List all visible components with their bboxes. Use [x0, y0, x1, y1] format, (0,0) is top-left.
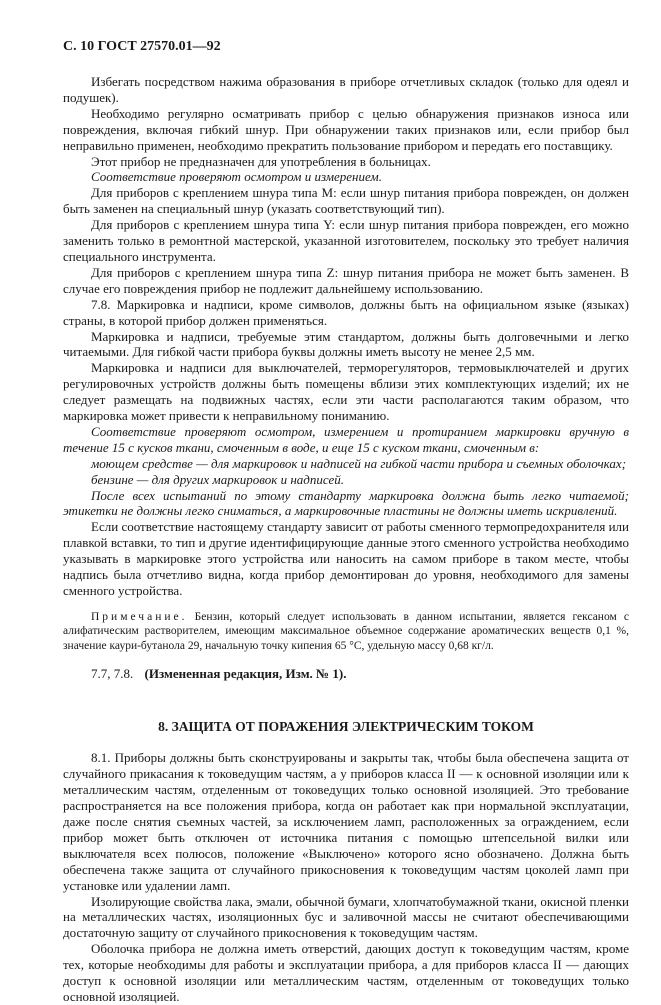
paragraph: Для приборов с креплением шнура типа Z: шнур питания прибора не может быть заменен. В случае его повреждения прибор не подлежит дальнейшему использованию. — [63, 264, 629, 296]
clause-7-8-paragraph: 7.8. Маркировка и надписи, кроме символов, должны быть на официальном языке (языках) страны, в которой прибор должен применяться. — [63, 296, 629, 328]
compliance-check-paragraph: Соответствие проверяют осмотром, измерением и протиранием маркировки вручную в течение 15 с кусков ткани, смоченным в воде, и еще 15 с куском ткани, смоченным в: — [63, 423, 629, 455]
paragraph: Необходимо регулярно осматривать прибор с целью обнаружения признаков износа или повреждения, включая гибкий шнур. При обнаружении таких признаков или, если прибор был неправильно применен, необходимо прекратить пользование прибором и передать его поставщику. — [63, 105, 629, 153]
note-text: Бензин, который следует использовать в данном испытании, является гексаном с алифатическим растворителем, имеющим максимальное объемное содержание ароматических веществ 0,1 %, значение каури-бутанола 29, начальную точку кипения 65 °С, удельную массу 0,68 кг/л. — [63, 610, 629, 652]
note — [63, 610, 629, 654]
paragraph: Маркировка и надписи, требуемые этим стандартом, должны быть долговечными и легко читаемыми. Для гибкой части прибора буквы должны иметь высоту не менее 2,5 мм. — [63, 328, 629, 360]
paragraph: Для приборов с креплением шнура типа M: если шнур питания прибора поврежден, он должен быть заменен на специальный шнур (указать соответствующий тип). — [63, 185, 629, 217]
paragraph: Этот прибор не предназначен для употребления в больницах. — [91, 153, 431, 169]
paragraph: Избегать посредством нажима образования в приборе отчетливых складок (только для одеял и подушек). — [63, 74, 629, 105]
amendment-ref: 7.7, 7.8. — [91, 666, 134, 682]
amendment-text: (Измененная редакция, Изм. № 1). — [144, 666, 347, 682]
section-paragraph: Изолирующие свойства лака, эмали, обычной бумаги, хлопчатобумажной ткани, окисной пленки на металлических частях, изоляционных бус и заливочной массы не считают обеспечивающими достаточную защиту от случайного прикосновения к токоведущим частям. — [63, 893, 629, 941]
paragraph: Если соответствие настоящему стандарту зависит от работы сменного термопредохранителя или плавкой вставки, то тип и другие идентифицирующие данные этого сменного устройства необходимо указывать в маркировке этого устройства или наносить на самом приборе в таком месте, чтобы надпись была отчетливо видна, когда прибор демонтирован до уровня, необходимого для замены сменного устройства. — [63, 519, 629, 598]
section-paragraph: 8.1. Приборы должны быть сконструированы и закрыты так, чтобы была обеспечена защита от случайного прикасания к токоведущим частям, а у приборов класса II — к основной изоляции или к металлическим частям, отделенным от токоведущих только основной изоляцией. Это требование распространяется на все положения прибора, когда он работает как при нормальной эксплуатации, даже после снятия съемных частей, за исключением ламп, расположенных за ограждением, если прибор может быть отключен от источника питания с помощью штепсельной вилки или выключателя всех полюсов, положение «Выключено» которого ясно обозначено. Должна быть обеспечена также защита от случайного прикосновения к токоведущим частям цоколей ламп при установке или удалении ламп. — [63, 750, 629, 893]
compliance-check-paragraph: После всех испытаний по этому стандарту маркировка должна быть легко читаемой; этикетки не должны легко сниматься, а маркировочные пластины не должны иметь искривлений. — [63, 487, 629, 519]
compliance-check-item: бензине — для других маркировок и надписей. — [91, 471, 344, 487]
paragraph: Маркировка и надписи для выключателей, терморегуляторов, термовыключателей и других регулировочных устройств должны быть помещены вблизи этих комплектующих изделий; их не следует размещать на подвижных частях, если эти части располагаются таким образом, что маркировка может привести к неправильному пониманию. — [63, 360, 629, 424]
document-page — [63, 38, 629, 1005]
compliance-check-item: моющем средстве — для маркировок и надписей на гибкой части прибора и съемных оболочках; — [91, 455, 627, 471]
compliance-check-paragraph: Соответствие проверяют осмотром и измерением. — [91, 169, 382, 185]
paragraph: Для приборов с креплением шнура типа Y: если шнур питания прибора поврежден, его можно заменить только в ремонтной мастерской, указанной изготовителем, поскольку это требует наличия специального инструмента. — [63, 217, 629, 264]
section-title: 8. ЗАЩИТА ОТ ПОРАЖЕНИЯ ЭЛЕКТРИЧЕСКИМ ТОКОМ — [158, 719, 534, 735]
page-header: С. 10 ГОСТ 27570.01—92 — [63, 39, 221, 54]
amendment-line — [63, 666, 629, 682]
note-label: Примечание. — [91, 610, 188, 623]
section-paragraph: Оболочка прибора не должна иметь отверстий, дающих доступ к токоведущим частям, кроме тех, которые необходимы для работы и эксплуатации прибора, а для приборов класса II — дающих доступ к основной изоляции или металлическим частям, отделенным от токоведущих только основной изоляцией. — [63, 941, 629, 1004]
